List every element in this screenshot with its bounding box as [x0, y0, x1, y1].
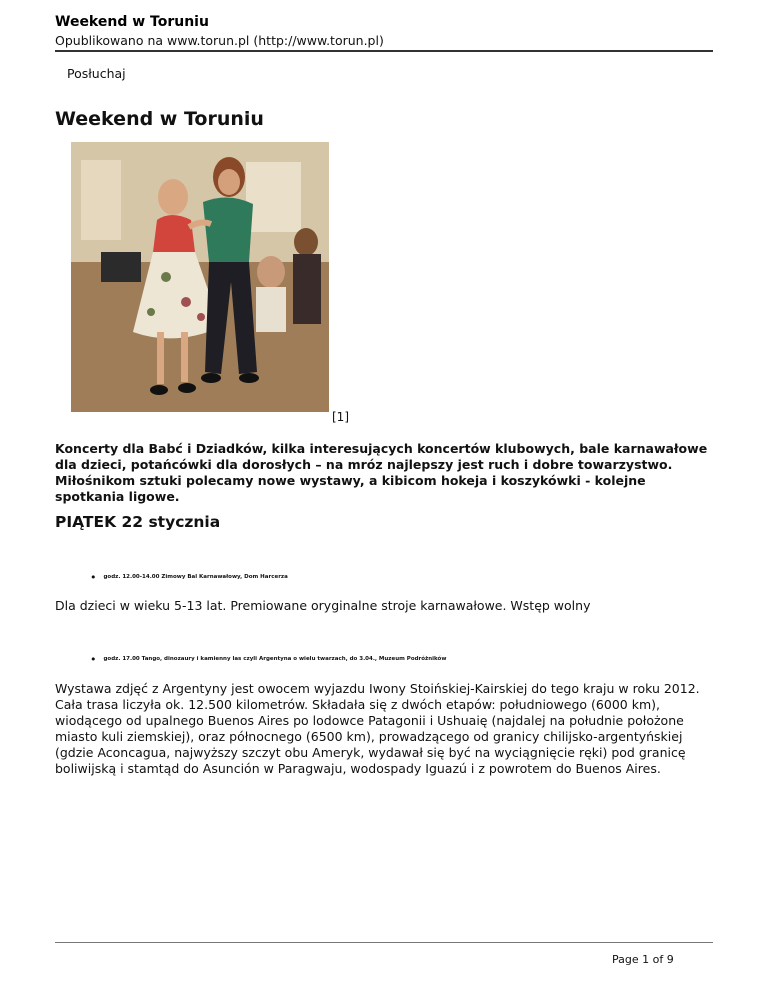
event-title: godz. 12.00-14.00 Zimowy Bal Karnawałowy, Dom Harcerza: [103, 574, 288, 580]
header-title: Weekend w Toruniu: [55, 14, 209, 30]
footer-divider: [55, 942, 713, 943]
event-title: godz. 17.00 Tango, dinozaury i kamienny las czyli Argentyna o wielu twarzach, do 3.04., Muzeum Podróżników: [103, 656, 447, 662]
bullet-icon: •: [90, 653, 97, 666]
image-reference-link[interactable]: [1]: [332, 410, 349, 424]
dancing-couple-photo: [71, 142, 329, 412]
article-lead: Koncerty dla Babć i Dziadków, kilka interesujących koncertów klubowych, bale karnawałowe dla dzieci, potańcówki dla dorosłych – na mróz najlepszy jest ruch i dobre towarzystwo. Miłośnikom sztuki polecamy nowe wystawy, a kibicom hokeja i koszykówki - kolejne spotkania ligowe.: [55, 441, 708, 504]
event-bullet: [90, 573, 288, 582]
header-divider: [55, 50, 713, 52]
section-heading-friday: PIĄTEK 22 stycznia: [55, 513, 221, 531]
header-subtitle: Opublikowano na www.torun.pl (http://www.torun.pl): [55, 33, 384, 48]
event-description: Dla dzieci w wieku 5-13 lat. Premiowane oryginalne stroje karnawałowe. Wstęp wolny: [55, 598, 591, 613]
bullet-icon: •: [90, 571, 97, 584]
page-number: Page 1 of 9: [612, 953, 674, 966]
event-bullet: [90, 655, 446, 664]
event-description: Wystawa zdjęć z Argentyny jest owocem wyjazdu Iwony Stoińskiej-Kairskiej do tego kraju w roku 2012. Cała trasa liczyła ok. 12.500 kilometrów. Składała się z dwóch etapów: południowego (6000 km), wiodącego od upalnego Buenos Aires po lodowce Patagonii i Ushuaię (najdalej na południe położone miasto kuli ziemskiej), oraz północnego (6500 km), prowadzącego od granicy chilijsko-argentyńskiej (gdzie Aconcagua, najwyższy szczyt obu Ameryk, wydawał się być na wyciągnięcie ręki) pod granicę boliwijską i stamtąd do Asunción w Paragwaju, wodospady Iguazú i z powrotem do Buenos Aires.: [55, 681, 700, 776]
listen-link[interactable]: Posłuchaj: [67, 66, 126, 81]
article-title: Weekend w Toruniu: [55, 108, 264, 130]
